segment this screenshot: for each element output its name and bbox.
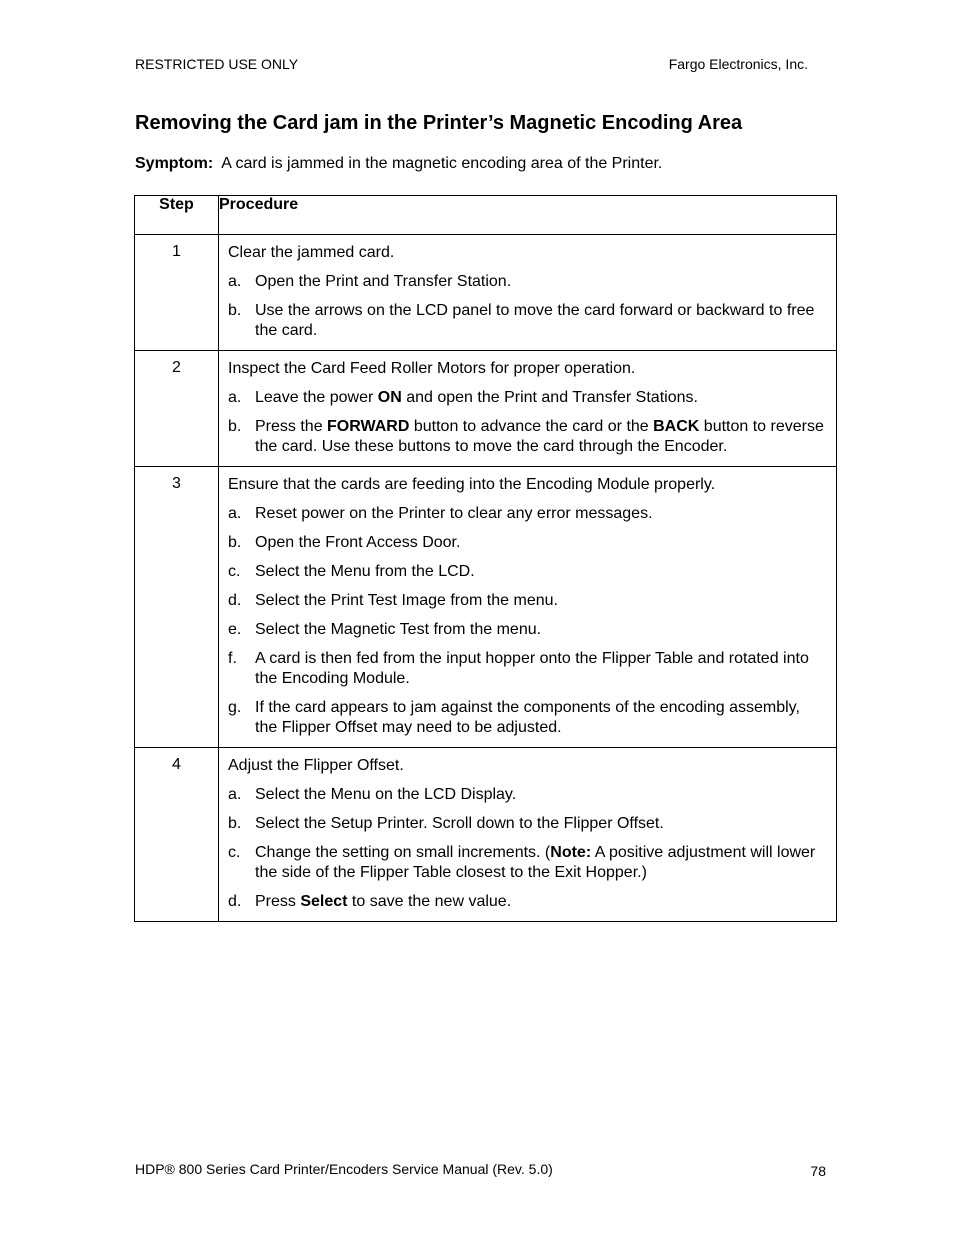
- procedure-cell: [219, 351, 837, 467]
- procedure-substep: [228, 562, 826, 582]
- substep-letter: b.: [228, 418, 242, 435]
- symptom-line: [135, 155, 662, 173]
- procedure-substep: [228, 301, 826, 341]
- substep-text: Select the Menu from the LCD.: [255, 563, 475, 580]
- procedure-lead-text: Clear the jammed card.: [228, 244, 395, 261]
- procedure-table: [134, 195, 837, 922]
- substep-emphasis-text: Select: [300, 893, 348, 910]
- procedure-table-body: [135, 235, 837, 922]
- substep-text: Open the Print and Transfer Station.: [255, 273, 512, 290]
- procedure-substep: [228, 591, 826, 611]
- substep-text: A card is then fed from the input hopper onto the Flipper Table and rotated into the Encoding Module.: [255, 650, 809, 687]
- procedure-substep: [228, 892, 826, 912]
- substep-text: If the card appears to jam against the components of the encoding assembly, the Flipper Offset may need to be adjusted.: [255, 699, 800, 736]
- substep-letter: b.: [228, 815, 242, 832]
- step-column-header: Step: [135, 196, 219, 235]
- procedure-substep: [228, 785, 826, 805]
- procedure-substep: [228, 417, 826, 457]
- substep-emphasis-text: BACK: [653, 418, 700, 435]
- substep-text: Use the arrows on the LCD panel to move the card forward or backward to free the card.: [255, 302, 815, 339]
- procedure-substep: [228, 504, 826, 524]
- table-row: [135, 351, 837, 467]
- procedure-substep: [228, 388, 826, 408]
- substep-letter: a.: [228, 273, 242, 290]
- substep-text: button to reverse the card. Use these buttons to move the card through the Encoder.: [255, 418, 824, 455]
- substep-letter: a.: [228, 389, 242, 406]
- substep-letter: c.: [228, 844, 241, 861]
- footer-manual-title: HDP® 800 Series Card Printer/Encoders Service Manual (Rev. 5.0): [135, 1161, 553, 1177]
- section-title: Removing the Card jam in the Printer’s Magnetic Encoding Area: [135, 112, 743, 134]
- substep-emphasis-text: FORWARD: [327, 418, 410, 435]
- substep-text: A positive adjustment will lower the side of the Flipper Table closest to the Exit Hopper.): [255, 844, 816, 881]
- table-header-row: [135, 196, 837, 235]
- table-row: [135, 748, 837, 922]
- procedure-lead-text: Adjust the Flipper Offset.: [228, 757, 404, 774]
- procedure-substep: [228, 843, 826, 883]
- substep-text: Select the Print Test Image from the menu.: [255, 592, 558, 609]
- substep-letter: f.: [228, 650, 237, 667]
- symptom-label: Symptom:: [135, 155, 214, 172]
- substep-text: and open the Print and Transfer Stations.: [401, 389, 698, 406]
- substep-text: Open the Front Access Door.: [255, 534, 461, 551]
- step-number: 1: [135, 235, 219, 351]
- step-number: 3: [135, 467, 219, 748]
- procedure-substep: [228, 698, 826, 738]
- substep-letter: c.: [228, 563, 241, 580]
- page-number: 78: [810, 1163, 826, 1179]
- procedure-column-header: Procedure: [219, 196, 837, 235]
- substep-text: Leave the power: [255, 389, 378, 406]
- procedure-substep: [228, 620, 826, 640]
- substep-text: to save the new value.: [347, 893, 512, 910]
- procedure-substep: [228, 814, 826, 834]
- substep-text: Change the setting on small increments. (: [255, 844, 551, 861]
- substep-text: button to advance the card or the: [409, 418, 654, 435]
- procedure-substep: [228, 272, 826, 292]
- symptom-text: A card is jammed in the magnetic encoding area of the Printer.: [221, 155, 663, 172]
- procedure-cell: [219, 235, 837, 351]
- substep-letter: b.: [228, 534, 242, 551]
- substep-letter: g.: [228, 699, 242, 716]
- substep-text: Press the: [255, 418, 328, 435]
- header-company-label: Fargo Electronics, Inc.: [668, 56, 808, 72]
- substep-emphasis-text: Note:: [550, 844, 592, 861]
- substep-text: Press: [255, 893, 301, 910]
- procedure-substep: [228, 533, 826, 553]
- procedure-cell: [219, 467, 837, 748]
- procedure-lead-text: Inspect the Card Feed Roller Motors for proper operation.: [228, 360, 636, 377]
- substep-letter: b.: [228, 302, 242, 319]
- procedure-cell: [219, 748, 837, 922]
- table-row: [135, 467, 837, 748]
- substep-text: Select the Setup Printer. Scroll down to the Flipper Offset.: [255, 815, 664, 832]
- substep-text: Select the Menu on the LCD Display.: [255, 786, 517, 803]
- substep-text: Reset power on the Printer to clear any error messages.: [255, 505, 653, 522]
- procedure-substep: [228, 649, 826, 689]
- substep-emphasis-text: ON: [377, 389, 402, 406]
- substep-letter: a.: [228, 786, 242, 803]
- substep-letter: a.: [228, 505, 242, 522]
- substep-letter: d.: [228, 893, 242, 910]
- substep-text: Select the Magnetic Test from the menu.: [255, 621, 542, 638]
- procedure-lead-text: Ensure that the cards are feeding into the Encoding Module properly.: [228, 476, 716, 493]
- step-number: 4: [135, 748, 219, 922]
- header-restricted-label: RESTRICTED USE ONLY: [135, 56, 299, 72]
- step-number: 2: [135, 351, 219, 467]
- table-row: [135, 235, 837, 351]
- substep-letter: e.: [228, 621, 242, 638]
- substep-letter: d.: [228, 592, 242, 609]
